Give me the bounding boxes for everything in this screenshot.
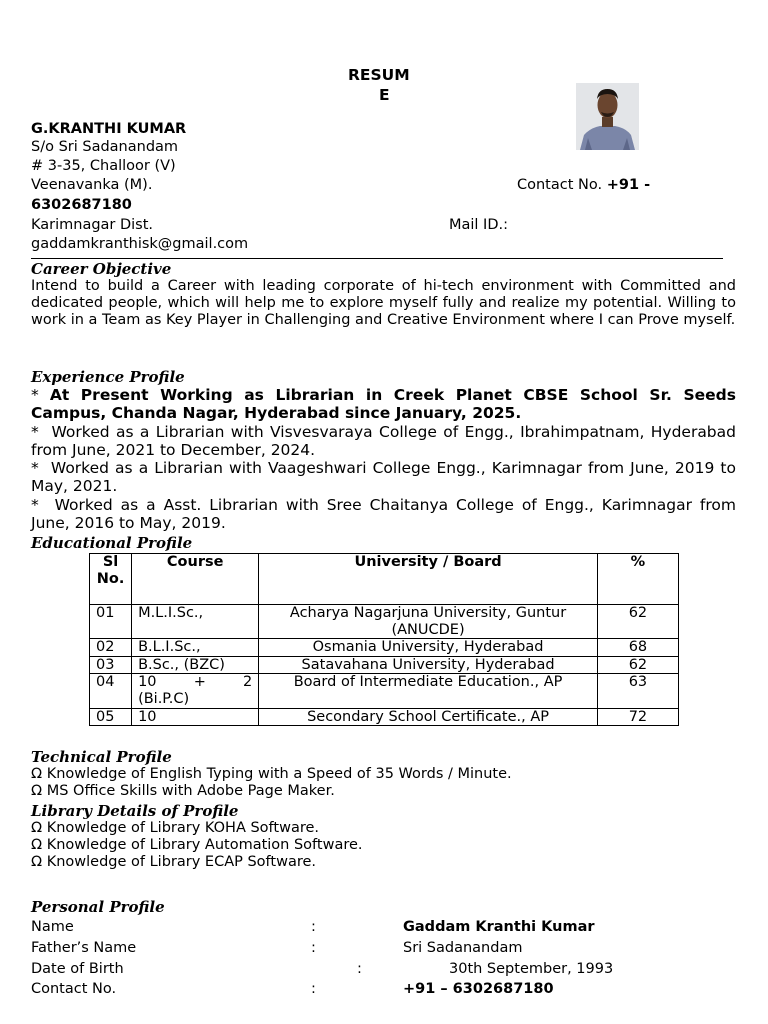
education-header-row [90,554,679,605]
experience-heading: Experience Profile [31,368,185,386]
personal-sep: : [357,961,362,977]
experience-item-text: Worked as a Librarian with Vaageshwari College Engg., Karimnagar from June, 2019 to May, 2021. [31,459,736,496]
technical-list [31,766,512,800]
resume-title-line2: E [379,86,390,104]
list-item [31,783,512,800]
cell-course-text: 10 + 2 (Bi.P.C) [138,674,253,707]
cell-sl: 04 [90,674,132,708]
experience-item-text: Worked as a Librarian with Visvesvaraya College of Engg., Ibrahimpatnam, Hyderabad from June, 2021 to December, 2024. [31,422,736,459]
education-table [89,553,679,726]
column-header-sl: Sl No. [90,554,132,605]
omega-bullet-icon: Ω [31,766,43,782]
omega-bullet-icon: Ω [31,837,43,853]
cell-percent: 72 [597,708,678,726]
cell-percent: 62 [597,656,678,674]
table-row [90,605,679,639]
list-item-text: Knowledge of Library Automation Software. [46,837,363,853]
library-list [31,820,363,871]
personal-sep: : [311,940,316,956]
list-item [31,820,363,837]
list-item-text: Knowledge of English Typing with a Speed of 35 Words / Minute. [46,766,512,782]
experience-item: * Worked as a Librarian with Visvesvaraya College of Engg., Ibrahimpatnam, Hyderabad from June, 2021 to December, 2024. [31,422,736,459]
omega-bullet-icon: Ω [31,854,43,870]
table-row [90,708,679,726]
personal-value-contact: +91 – 6302687180 [403,981,554,997]
list-item [31,766,512,783]
cell-university: Satavahana University, Hyderabad [259,656,598,674]
personal-label-name: Name [31,919,74,935]
cell-percent: 62 [597,605,678,639]
resume-title-line1: RESUM [348,66,410,84]
personal-label-dob: Date of Birth [31,961,124,977]
experience-item: * Worked as a Asst. Librarian with Sree Chaitanya College of Engg., Karimnagar from June, 2016 to May, 2019. [31,495,737,533]
column-header-course: Course [132,554,259,605]
career-objective-heading: Career Objective [31,260,172,278]
cell-sl: 03 [90,656,132,674]
cell-university: Board of Intermediate Education., AP [259,674,598,708]
personal-label-father: Father’s Name [31,940,137,956]
cell-sl: 01 [90,605,132,639]
list-item-text: Knowledge of Library ECAP Software. [46,854,317,870]
technical-heading: Technical Profile [31,748,172,766]
table-row [90,656,679,674]
experience-current: * At Present Working as Librarian in Creek Planet CBSE School Sr. Seeds Campus, Chanda Nagar, Hyderabad since January, 2025. [31,386,736,423]
list-item [31,854,363,871]
library-heading: Library Details of Profile [31,802,239,820]
personal-value-name: Gaddam Kranthi Kumar [403,919,595,935]
cell-university: Secondary School Certificate., AP [259,708,598,726]
email-address: gaddamkranthisk@gmail.com [31,236,249,252]
personal-value-dob: 30th September, 1993 [449,961,614,977]
omega-bullet-icon: Ω [31,820,43,836]
address-line1: S/o Sri Sadanandam [31,139,179,155]
cell-sl: 02 [90,639,132,657]
column-header-university: University / Board [259,554,598,605]
cell-course: 10 [132,708,259,726]
address-line3: Veenavanka (M). [31,177,153,193]
list-item-text: Knowledge of Library KOHA Software. [46,820,320,836]
mail-label: Mail ID.: [449,217,508,233]
address-line2: # 3-35, Challoor (V) [31,158,176,174]
contact-line [517,176,650,194]
candidate-name: G.KRANTHI KUMAR [31,121,187,137]
personal-heading: Personal Profile [31,898,165,916]
contact-label: Contact No. [517,177,603,193]
address-line4: Karimnagar Dist. [31,217,154,233]
list-item [31,837,363,854]
personal-sep: : [311,919,316,935]
cell-course: M.L.I.Sc., [132,605,259,639]
table-row [90,639,679,657]
experience-item-text: Worked as a Asst. Librarian with Sree Chaitanya College of Engg., Karimnagar from June, 2016 to May, 2019. [31,495,737,533]
personal-sep: : [311,981,316,997]
column-header-percent: % [597,554,678,605]
experience-list [31,386,736,532]
personal-label-contact: Contact No. [31,981,117,997]
cell-course [132,674,259,708]
cell-percent: 63 [597,674,678,708]
career-objective-text: Intend to build a Career with leading corporate of hi-tech environment with Committed and dedicated people, which will help me to explore myself fully and realize my potential. Willing to work in a Team as Key Player in Challenging and Creative Environment where I can Prove myself. [31,278,736,328]
table-row [90,674,679,708]
contact-number-part1: +91 - [606,177,651,193]
list-item-text: MS Office Skills with Adobe Page Maker. [46,783,335,799]
experience-current-text: At Present Working as Librarian in Creek Planet CBSE School Sr. Seeds Campus, Chanda Nagar, Hyderabad since January, 2025. [31,386,736,423]
contact-number-part2: 6302687180 [31,197,132,213]
header-divider [31,258,723,259]
cell-university: Osmania University, Hyderabad [259,639,598,657]
personal-value-father: Sri Sadanandam [403,940,523,956]
cell-percent: 68 [597,639,678,657]
cell-sl: 05 [90,708,132,726]
experience-item: * Worked as a Librarian with Vaageshwari College Engg., Karimnagar from June, 2019 to May, 2021. [31,459,736,496]
omega-bullet-icon: Ω [31,783,43,799]
cell-course: B.Sc., (BZC) [132,656,259,674]
cell-course: B.L.I.Sc., [132,639,259,657]
cell-university: Acharya Nagarjuna University, Guntur (ANUCDE) [259,605,598,639]
education-heading: Educational Profile [31,534,193,552]
profile-photo [576,83,639,150]
